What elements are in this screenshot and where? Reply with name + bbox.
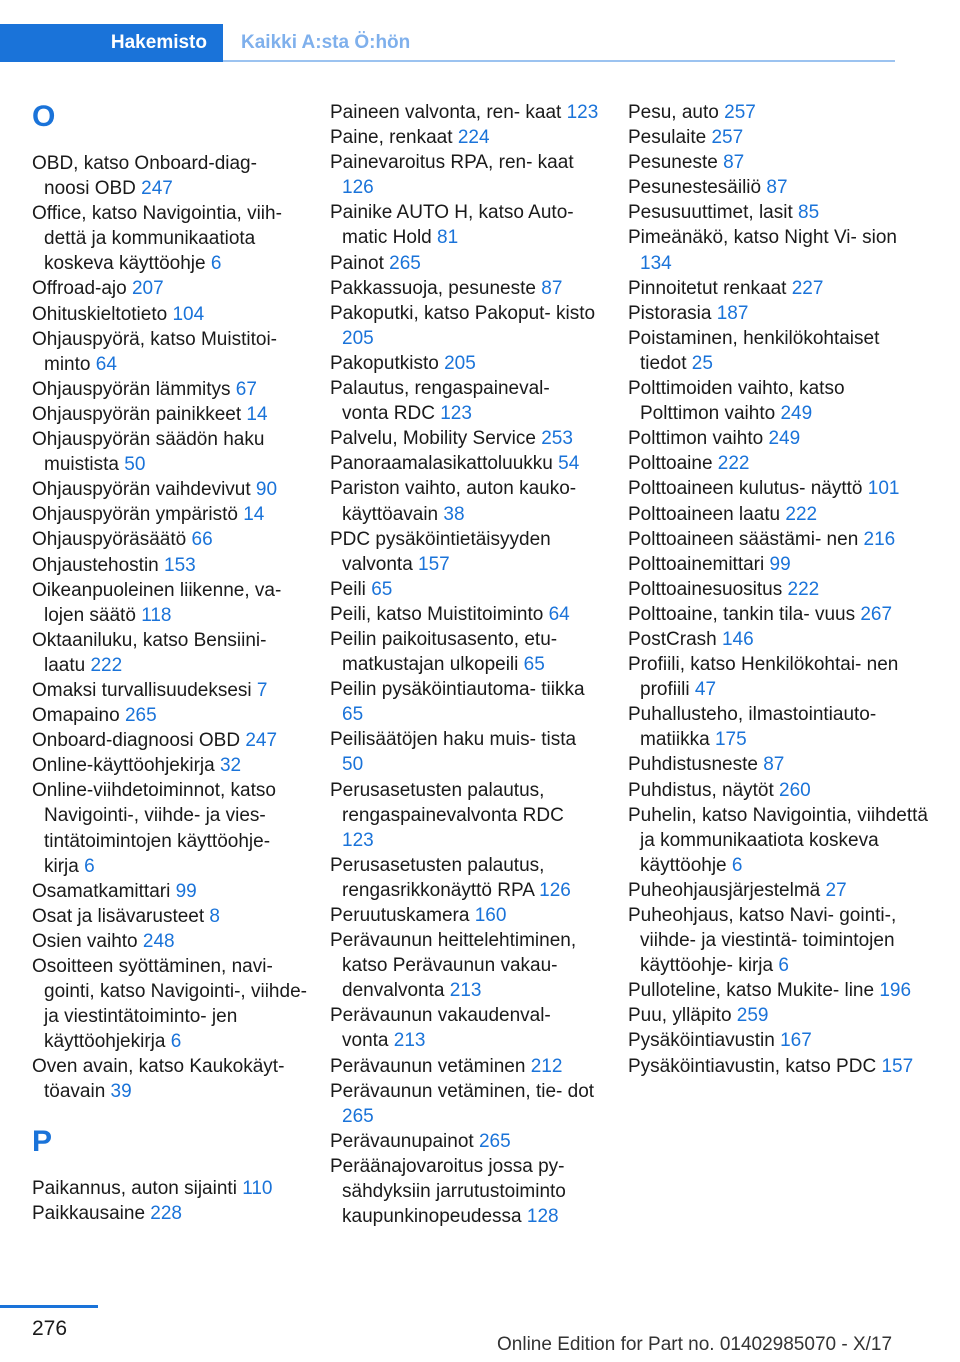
entry-page-link[interactable]: 90 xyxy=(255,479,278,501)
entry-term: Ohjaustehostin xyxy=(32,554,165,576)
index-entry xyxy=(32,879,307,904)
index-entry xyxy=(628,978,928,1003)
index-entry xyxy=(330,301,600,351)
entry-page-link[interactable]: 99 xyxy=(769,553,791,575)
entry-term: Pesuneste xyxy=(628,152,724,174)
entry-term: Perävaunun vakaudenval‐ vonta xyxy=(330,1005,551,1052)
entry-page-link[interactable]: 222 xyxy=(785,503,818,525)
entry-page-link[interactable]: 32 xyxy=(219,755,242,777)
entry-page-link[interactable]: 8 xyxy=(209,905,220,927)
index-entry xyxy=(628,301,928,326)
entry-page-link[interactable]: 126 xyxy=(539,879,571,901)
entry-term: Osien vaihto xyxy=(32,930,143,952)
entry-term: Polttoaineen laatu xyxy=(628,503,786,525)
index-entry xyxy=(32,1176,307,1201)
entry-term: Polttoainemittari xyxy=(628,553,770,575)
index-entry xyxy=(32,427,307,477)
entry-page-link[interactable]: 247 xyxy=(245,730,278,752)
entry-term: Paikkausaine xyxy=(32,1202,151,1224)
entry-page-link[interactable]: 222 xyxy=(717,453,750,475)
entry-page-link[interactable]: 85 xyxy=(798,202,820,224)
index-entry xyxy=(628,1003,928,1028)
index-column-3 xyxy=(628,100,928,1079)
entry-term: Puhallusteho, ilmastointiauto‐ matiikka xyxy=(628,704,877,751)
index-entry xyxy=(628,200,928,225)
entry-page-link[interactable]: 65 xyxy=(342,704,364,726)
entry-term: Pariston vaihto, auton kauko‐ käyttöavain xyxy=(330,478,577,525)
entry-page-link[interactable]: 247 xyxy=(141,178,173,200)
entry-page-link[interactable]: 38 xyxy=(443,503,465,525)
index-entry xyxy=(330,1129,600,1154)
index-entry xyxy=(330,200,600,250)
entry-page-link[interactable]: 7 xyxy=(256,679,268,701)
index-entry xyxy=(628,1028,928,1053)
entry-term: Polttoaineen kulutus‐ näyttö xyxy=(628,478,868,500)
entry-term: Puu, ylläpito xyxy=(628,1005,737,1027)
index-entry xyxy=(32,276,307,301)
entry-page-link[interactable]: 47 xyxy=(694,679,717,701)
entry-term: Pakkassuoja, pesuneste xyxy=(330,277,542,299)
index-entry xyxy=(32,678,307,703)
entry-page-link[interactable]: 265 xyxy=(389,252,421,274)
index-entry xyxy=(628,778,928,803)
entry-page-link[interactable]: 14 xyxy=(243,504,265,526)
entry-page-link[interactable]: 118 xyxy=(141,604,172,626)
entry-page-link[interactable]: 213 xyxy=(393,1030,426,1052)
tab-a-to-z[interactable]: Kaikki A:sta Ö:hön xyxy=(241,32,411,53)
entry-term: Puhelin, katso Navigointia, viihdettä ja kommunikaatiota koskeva käyttöohje xyxy=(628,804,928,876)
index-entry xyxy=(32,728,307,753)
entry-page-link[interactable]: 6 xyxy=(778,955,789,977)
header-divider xyxy=(223,60,895,62)
entry-term: Peili, katso Muistitoiminto xyxy=(330,603,549,625)
entry-page-link[interactable]: 167 xyxy=(780,1030,812,1052)
entry-page-link[interactable]: 157 xyxy=(418,553,450,575)
entry-page-link[interactable]: 228 xyxy=(150,1202,182,1224)
index-entry xyxy=(330,928,600,1003)
index-entry xyxy=(628,225,928,275)
entry-term: Peili xyxy=(330,578,372,600)
entry-term: Office, katso Navigointia, viih‐ dettä ja kommunikaatiota koskeva käyttöohje xyxy=(32,203,282,275)
index-entry xyxy=(330,1154,600,1229)
entry-page-link[interactable]: 222 xyxy=(90,654,123,676)
index-entry xyxy=(330,677,600,727)
entry-term: Ohjauspyörän vaihdevivut xyxy=(32,479,256,501)
index-entry xyxy=(32,477,307,502)
index-entry xyxy=(628,476,928,501)
entry-page-link[interactable]: 81 xyxy=(437,227,459,249)
index-entry xyxy=(628,752,928,777)
entry-page-link[interactable]: 66 xyxy=(191,529,213,551)
entry-page-link[interactable]: 196 xyxy=(879,980,912,1002)
index-entry xyxy=(330,351,600,376)
entry-page-link[interactable]: 213 xyxy=(449,980,482,1002)
index-entry xyxy=(32,402,307,427)
entry-term: Peräänajovaroitus jossa py‐ sähdyksiin jarrutustoiminto kaupunkinopeudessa xyxy=(330,1155,566,1228)
entry-page-link[interactable]: 64 xyxy=(95,353,117,375)
section-letter: O xyxy=(32,100,56,133)
index-entry xyxy=(628,803,928,878)
entry-term: Perusasetusten palautus, rengaspainevalvonta RDC xyxy=(330,779,564,826)
entry-term: Paikannus, auton sijainti xyxy=(32,1177,243,1199)
entry-term: Osamatkamittari xyxy=(32,880,176,902)
entry-term: Pakoputkisto xyxy=(330,352,445,374)
index-column-2 xyxy=(330,100,600,1229)
index-entry xyxy=(628,125,928,150)
entry-page-link[interactable]: 249 xyxy=(768,428,801,450)
index-entry xyxy=(628,376,928,426)
index-entry xyxy=(628,426,928,451)
index-entry xyxy=(32,1201,307,1226)
entry-term: Puhdistusneste xyxy=(628,754,764,776)
entry-page-link[interactable]: 257 xyxy=(711,127,744,149)
entry-page-link[interactable]: 6 xyxy=(170,1031,182,1053)
entry-term: Painevaroitus RPA, ren‐ kaat xyxy=(330,152,574,174)
index-column-1 xyxy=(32,100,307,1226)
index-entry xyxy=(330,778,600,853)
entry-term: Offroad-ajo xyxy=(32,278,132,300)
entry-term: Ohjauspyörän lämmitys xyxy=(32,378,236,400)
index-entry xyxy=(628,451,928,476)
entry-page-link[interactable]: 39 xyxy=(110,1081,132,1103)
entry-term: PDC pysäköintietäisyyden valvonta xyxy=(330,528,551,575)
entry-page-link[interactable]: 267 xyxy=(860,603,893,625)
index-entry xyxy=(628,1054,928,1079)
entry-term: Omaksi turvallisuudeksesi xyxy=(32,679,257,701)
index-entry xyxy=(330,1003,600,1053)
index-entry xyxy=(628,702,928,752)
index-entry xyxy=(330,853,600,903)
entry-page-link[interactable]: 65 xyxy=(371,578,393,600)
entry-term: Pesusuuttimet, lasit xyxy=(628,202,799,224)
index-entry xyxy=(330,602,600,627)
entry-term: Peilin paikoitusasento, etu‐ matkustajan ulkopeili xyxy=(330,628,558,676)
entry-term: Polttoaine xyxy=(628,453,718,475)
entry-page-link[interactable]: 104 xyxy=(172,303,205,325)
entry-term: Pysäköintiavustin, katso PDC xyxy=(628,1055,882,1077)
index-entry xyxy=(330,251,600,276)
entry-term: Polttoainesuositus xyxy=(628,578,788,600)
entry-page-link[interactable]: 216 xyxy=(863,528,896,550)
entry-term: Online-viihdetoiminnot, katso Navigointi-, viihde- ja vies‐ tintätoimintojen käyttöohje‐ kirja xyxy=(32,780,276,877)
entry-term: Oikeanpuoleinen liikenne, va‐ lojen säätö xyxy=(32,579,282,626)
index-entry xyxy=(330,426,600,451)
index-entry xyxy=(32,302,307,327)
index-entry xyxy=(628,552,928,577)
section-letter: P xyxy=(32,1124,53,1158)
entry-page-link[interactable]: 224 xyxy=(457,127,490,149)
index-entry xyxy=(330,727,600,777)
index-entry xyxy=(628,627,928,652)
index-entry xyxy=(32,553,307,578)
entry-term: Puhdistus, näytöt xyxy=(628,779,780,801)
index-entry xyxy=(32,904,307,929)
index-entry xyxy=(32,753,307,778)
index-entry xyxy=(330,100,600,125)
entry-term: Onboard-diagnoosi OBD xyxy=(32,730,246,752)
entry-page-link[interactable]: 207 xyxy=(131,278,164,300)
entry-term: Ohjauspyöräsäätö xyxy=(32,529,192,551)
entry-term: Panoraamalasikattoluukku xyxy=(330,453,559,475)
entry-page-link[interactable]: 160 xyxy=(474,905,507,926)
entry-page-link[interactable]: 222 xyxy=(787,578,820,600)
index-entry xyxy=(628,878,928,903)
entry-page-link[interactable]: 87 xyxy=(723,152,745,174)
entry-term: Painike AUTO H, katso Auto‐ matic Hold xyxy=(330,202,574,249)
entry-page-link[interactable]: 123 xyxy=(342,829,374,851)
entry-page-link[interactable]: 65 xyxy=(523,654,545,676)
index-entry xyxy=(330,150,600,200)
entry-term: Pesu, auto xyxy=(628,102,725,123)
entry-term: Online-käyttöohjekirja xyxy=(32,755,220,777)
index-entry xyxy=(628,276,928,301)
tab-index[interactable]: Hakemisto xyxy=(0,24,223,62)
entry-term: Pesunestesäiliö xyxy=(628,177,767,199)
entry-page-link[interactable]: 50 xyxy=(124,454,146,476)
index-entry xyxy=(628,175,928,200)
index-entry xyxy=(628,502,928,527)
index-entry xyxy=(330,903,600,928)
entry-page-link[interactable]: 126 xyxy=(342,177,374,199)
index-entry xyxy=(32,703,307,728)
entry-term: PostCrash xyxy=(628,628,722,650)
entry-page-link[interactable]: 99 xyxy=(175,880,197,902)
index-entry xyxy=(32,578,307,628)
entry-term: Poistaminen, henkilökohtaiset tiedot xyxy=(628,327,880,374)
index-entry xyxy=(628,150,928,175)
entry-page-link[interactable]: 257 xyxy=(724,102,756,123)
entry-term: Ohjauspyörän painikkeet xyxy=(32,403,247,425)
entry-page-link[interactable]: 265 xyxy=(342,1105,374,1127)
entry-term: Pimeänäkö, katso Night Vi‐ sion xyxy=(628,227,897,249)
entry-page-link[interactable]: 227 xyxy=(791,277,824,299)
index-entry xyxy=(628,602,928,627)
header xyxy=(0,24,895,62)
entry-page-link[interactable]: 101 xyxy=(867,478,900,500)
entry-term: Pakoputki, katso Pakoput‐ kisto xyxy=(330,302,596,324)
entry-term: Omapaino xyxy=(32,705,125,727)
entry-term: Pistorasia xyxy=(628,302,717,324)
entry-page-link[interactable]: 260 xyxy=(779,779,811,801)
index-entry xyxy=(628,652,928,702)
entry-term: Profiili, katso Henkilökohtai‐ nen profiili xyxy=(628,654,899,701)
entry-page-link[interactable]: 212 xyxy=(530,1055,563,1077)
entry-page-link[interactable]: 265 xyxy=(478,1130,511,1152)
entry-page-link[interactable]: 110 xyxy=(242,1177,273,1199)
entry-term: Puheohjaus, katso Navi‐ gointi-, viihde- ja viestintä‐ toimintojen käyttöohje‐ kirja xyxy=(628,905,897,977)
index-entry xyxy=(32,628,307,678)
page-number: 276 xyxy=(32,1317,68,1340)
entry-term: Ohjauspyörä, katso Muistitoi‐ minto xyxy=(32,328,277,375)
entry-page-link[interactable]: 253 xyxy=(541,428,573,450)
entry-page-link[interactable]: 54 xyxy=(558,453,580,475)
entry-term: Pulloteline, katso Mukite‐ line xyxy=(628,980,880,1002)
entry-page-link[interactable]: 64 xyxy=(548,603,570,625)
entry-page-link[interactable]: 50 xyxy=(342,754,364,776)
entry-page-link[interactable]: 6 xyxy=(731,854,743,876)
entry-term: Pysäköintiavustin xyxy=(628,1030,781,1052)
entry-page-link[interactable]: 6 xyxy=(210,253,222,275)
index-entry xyxy=(32,502,307,527)
entry-term: Perävaunun vetäminen, tie‐ dot xyxy=(330,1080,595,1102)
entry-page-link[interactable]: 259 xyxy=(736,1005,769,1027)
entry-page-link[interactable]: 157 xyxy=(881,1055,914,1077)
index-entry xyxy=(32,151,307,201)
index-entry xyxy=(32,327,307,377)
index-entry xyxy=(330,376,600,426)
index-entry xyxy=(32,377,307,402)
index-entry xyxy=(628,903,928,978)
edition-note: Online Edition for Part no. 01402985070 - X/17 xyxy=(497,1334,893,1355)
entry-term: Polttoaineen säästämi‐ nen xyxy=(628,528,864,550)
entry-term: Pinnoitetut renkaat xyxy=(628,277,792,299)
footer-accent-bar xyxy=(0,1305,98,1308)
entry-term: Oktaaniluku, katso Bensiini‐ laatu xyxy=(32,629,267,676)
entry-term: Polttimoiden vaihto, katso Polttimon vaihto xyxy=(628,378,845,425)
entry-term: Ohituskieltotieto xyxy=(32,303,173,325)
entry-term: Paineen valvonta, ren‐ kaat xyxy=(330,102,567,123)
entry-term: Perävaunun vetäminen xyxy=(330,1055,531,1077)
entry-term: Osat ja lisävarusteet xyxy=(32,905,210,927)
index-entry xyxy=(32,954,307,1054)
entry-term: Painot xyxy=(330,252,390,274)
entry-term: Polttoaine, tankin tila‐ vuus xyxy=(628,603,861,625)
entry-page-link[interactable]: 27 xyxy=(825,879,847,901)
entry-term: Paine, renkaat xyxy=(330,127,458,149)
entry-page-link[interactable]: 87 xyxy=(763,754,785,776)
index-entry xyxy=(330,627,600,677)
index-entry xyxy=(330,476,600,526)
entry-term: Palvelu, Mobility Service xyxy=(330,428,542,450)
entry-page-link[interactable]: 123 xyxy=(440,403,472,425)
entry-page-link[interactable]: 205 xyxy=(342,327,374,349)
entry-term: Perävaunupainot xyxy=(330,1130,479,1152)
entry-page-link[interactable]: 14 xyxy=(246,403,268,425)
index-entry xyxy=(628,326,928,376)
index-entry xyxy=(32,527,307,552)
entry-page-link[interactable]: 25 xyxy=(691,352,713,374)
entry-term: OBD, katso Onboard-diag‐ noosi OBD xyxy=(32,153,257,200)
entry-page-link[interactable]: 87 xyxy=(766,177,788,199)
entry-term: Perusasetusten palautus, rengasrikkonäyttö RPA xyxy=(330,854,545,901)
entry-page-link[interactable]: 87 xyxy=(541,277,563,299)
entry-page-link[interactable]: 249 xyxy=(780,403,813,425)
entry-term: Pesulaite xyxy=(628,127,712,149)
index-entry xyxy=(32,201,307,276)
entry-term: Polttimon vaihto xyxy=(628,428,769,450)
entry-term: Oven avain, katso Kaukokäyt‐ töavain xyxy=(32,1056,285,1103)
index-entry xyxy=(628,527,928,552)
entry-term: Puheohjausjärjestelmä xyxy=(628,879,826,901)
index-entry xyxy=(32,929,307,954)
entry-page-link[interactable]: 187 xyxy=(716,302,749,324)
entry-term: Peilisäätöjen haku muis‐ tista xyxy=(330,729,577,751)
entry-term: Palautus, rengaspaineval‐ vonta RDC xyxy=(330,378,550,425)
index-entry xyxy=(32,1054,307,1104)
entry-term: Peilin pysäköintiautoma‐ tiikka xyxy=(330,679,585,701)
entry-page-link[interactable]: 175 xyxy=(714,729,747,751)
entry-term: Perävaunun heittelehtiminen, katso Perävaunun vakau‐ denvalvonta xyxy=(330,930,577,1002)
entry-page-link[interactable]: 205 xyxy=(444,352,476,374)
entry-term: Osoitteen syöttäminen, navi‐ gointi, katso Navigointi-, viihde- ja viestintätoiminto‐ jen käyttöohjekirja xyxy=(32,956,307,1053)
entry-term: Ohjauspyörän säädön haku muistista xyxy=(32,429,265,476)
index-entry xyxy=(330,1054,600,1079)
entry-page-link[interactable]: 153 xyxy=(164,554,196,576)
entry-term: Ohjauspyörän ympäristö xyxy=(32,504,244,526)
index-entry xyxy=(628,100,928,125)
entry-page-link[interactable]: 123 xyxy=(566,102,599,123)
entry-page-link[interactable]: 6 xyxy=(84,855,95,877)
index-entry xyxy=(330,527,600,577)
entry-term: Peruutuskamera xyxy=(330,905,475,926)
index-entry xyxy=(330,276,600,301)
entry-page-link[interactable]: 134 xyxy=(640,252,672,274)
index-entry xyxy=(330,1079,600,1129)
entry-page-link[interactable]: 128 xyxy=(526,1206,559,1228)
index-entry xyxy=(330,451,600,476)
index-entry xyxy=(628,577,928,602)
entry-page-link[interactable]: 265 xyxy=(124,705,157,727)
entry-page-link[interactable]: 248 xyxy=(142,930,175,952)
entry-page-link[interactable]: 67 xyxy=(235,378,257,400)
entry-page-link[interactable]: 146 xyxy=(721,628,754,650)
index-entry xyxy=(330,125,600,150)
index-entry xyxy=(32,778,307,878)
index-entry xyxy=(330,577,600,602)
